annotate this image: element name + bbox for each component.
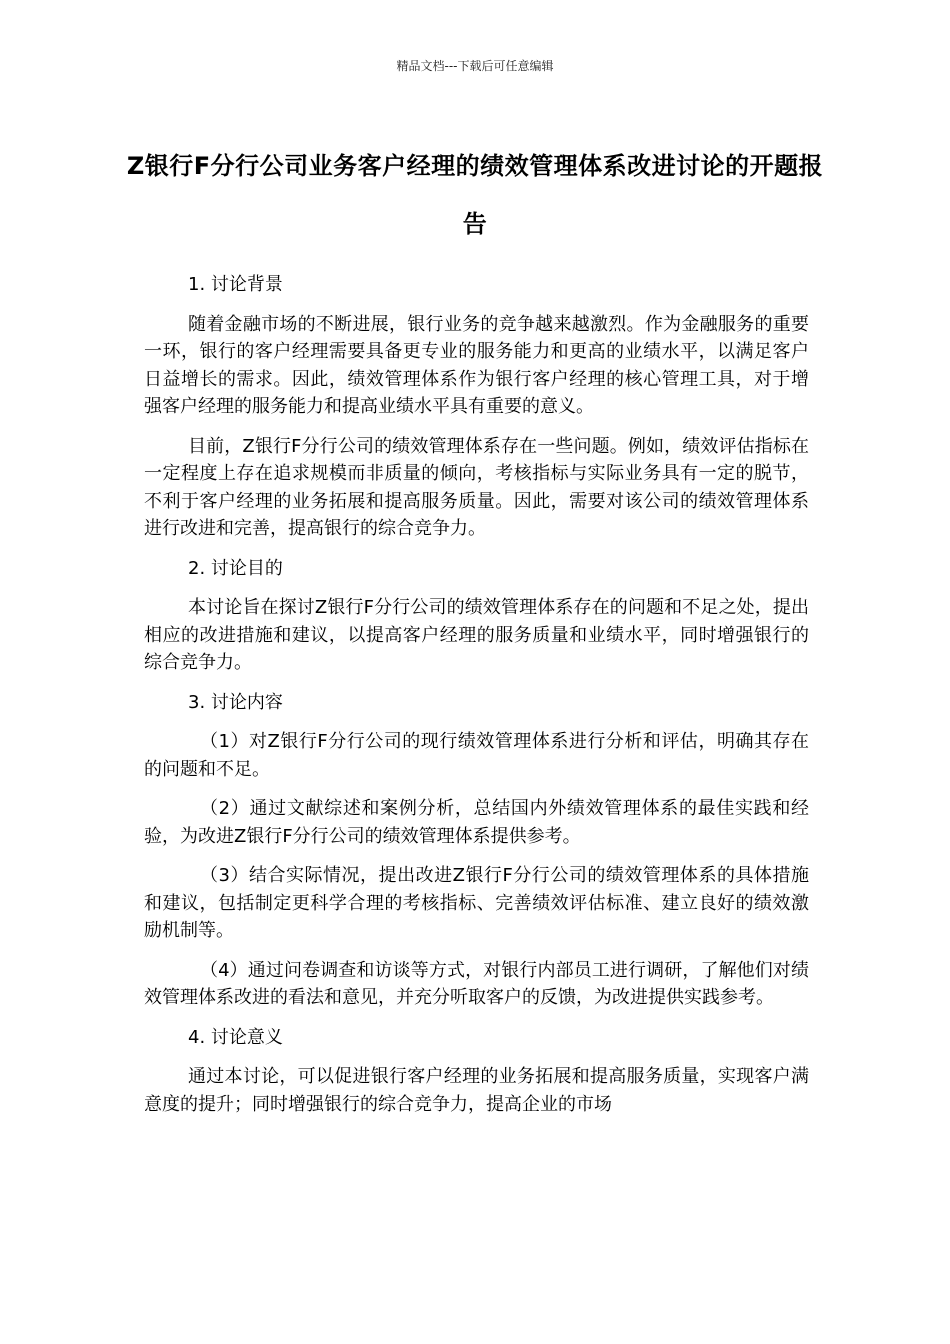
paragraph: 通过本讨论，可以促进银行客户经理的业务拓展和提高服务质量，实现客户满意度的提升；同时增强银行的综合竞争力，提高企业的市场 [144, 1066, 809, 1115]
section-heading: 2. 讨论目的 [188, 557, 283, 579]
section-heading: 3. 讨论内容 [188, 691, 283, 713]
paragraph: 随着金融市场的不断进展，银行业务的竞争越来越激烈。作为金融服务的重要一环，银行的客户经理需要具备更专业的服务能力和更高的业绩水平，以满足客户日益增长的需求。因此，绩效管理体系作为银行客户经理的核心管理工具，对于增强客户经理的服务能力和提高业绩水平具有重要的意义。 [144, 313, 809, 417]
header-note: 精品文档---下载后可任意编辑 [396, 59, 554, 73]
list-item: （4）通过问卷调查和访谈等方式，对银行内部员工进行调研，了解他们对绩效管理体系改进的看法和意见，并充分听取客户的反馈，为改进提供实践参考。 [144, 959, 809, 1008]
list-item: （2）通过文献综述和案例分析，总结国内外绩效管理体系的最佳实践和经验，为改进Z银行F分行公司的绩效管理体系提供参考。 [144, 798, 809, 847]
section-heading: 4. 讨论意义 [188, 1026, 283, 1048]
section-heading: 1. 讨论背景 [188, 274, 283, 295]
list-item: （3）结合实际情况，提出改进Z银行F分行公司的绩效管理体系的具体措施和建议，包括制定更科学合理的考核指标、完善绩效评估标准、建立良好的绩效激励机制等。 [144, 865, 809, 941]
paragraph: 本讨论旨在探讨Z银行F分行公司的绩效管理体系存在的问题和不足之处，提出相应的改进措施和建议，以提高客户经理的服务质量和业绩水平，同时增强银行的综合竞争力。 [144, 597, 809, 673]
document-title: Z银行F分行公司业务客户经理的绩效管理体系改进讨论的开题报告 [126, 152, 824, 238]
paragraph: 目前，Z银行F分行公司的绩效管理体系存在一些问题。例如，绩效评估指标在一定程度上存在追求规模而非质量的倾向，考核指标与实际业务具有一定的脱节，不利于客户经理的业务拓展和提高服务质量。因此，需要对该公司的绩效管理体系进行改进和完善，提高银行的综合竞争力。 [144, 435, 809, 539]
list-item: （1）对Z银行F分行公司的现行绩效管理体系进行分析和评估，明确其存在的问题和不足。 [144, 731, 809, 780]
document-body [144, 271, 809, 1130]
